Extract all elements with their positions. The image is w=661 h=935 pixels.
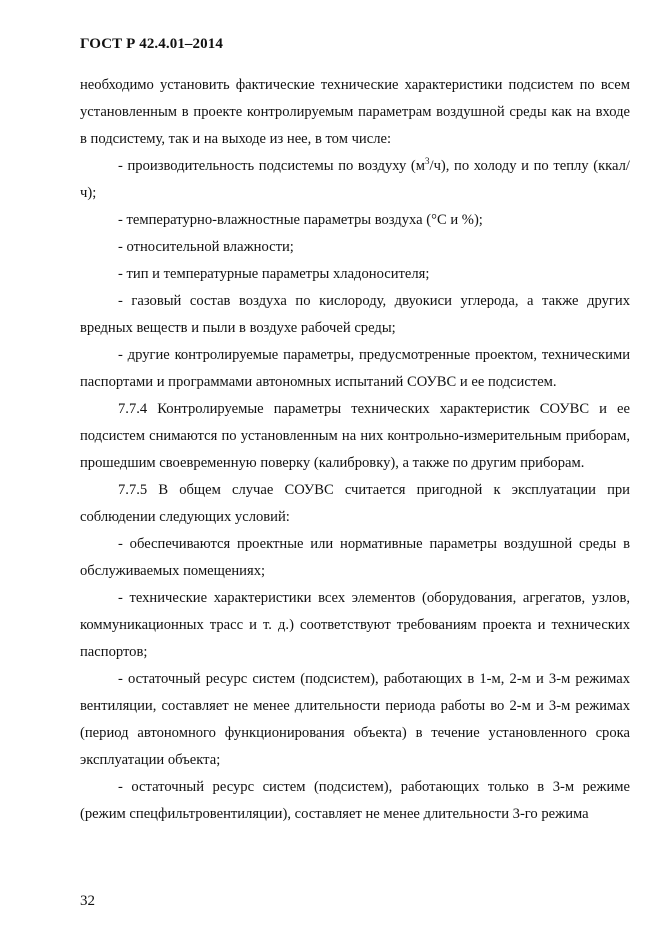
list-item-productivity xyxy=(80,153,630,207)
superscript-cubed: 3 xyxy=(425,156,430,167)
list-item-technical-characteristics: - технические характеристики всех элементов (оборудования, агрегатов, узлов, коммуникационных трасс и т. д.) соответствуют требованиям проекта и технических паспортов; xyxy=(80,590,630,660)
list-item-air-parameters: - обеспечиваются проектные или нормативные параметры воздушной среды в обслуживаемых помещениях; xyxy=(80,536,630,579)
body-text xyxy=(80,72,630,828)
list-item-temperature: - температурно-влажностные параметры воздуха (°С и %); xyxy=(118,212,483,228)
clause-7-7-5: 7.7.5 В общем случае СОУВС считается пригодной к эксплуатации при соблюдении следующих условий: xyxy=(80,482,630,525)
list-item-gas-composition: - газовый состав воздуха по кислороду, двуокиси углерода, а также других вредных веществ и пыли в воздухе рабочей среды; xyxy=(80,293,630,336)
list-item-coolant: - тип и температурные параметры хладоносителя; xyxy=(118,266,430,282)
document-header: ГОСТ Р 42.4.01–2014 xyxy=(80,36,223,52)
list-item-productivity-text: - производительность подсистемы по воздуху (м xyxy=(118,158,426,174)
clause-7-7-4: 7.7.4 Контролируемые параметры технических характеристик СОУВС и ее подсистем снимаются по установленным на них контрольно-измерительным приборам, прошедшим своевременную поверку (калибровку), а также по другим приборам. xyxy=(80,401,630,471)
paragraph-intro: необходимо установить фактические технические характеристики подсистем по всем установленным в проекте контролируемым параметрам воздушной среды как на входе в подсистему, так и на выходе из нее, в том числе: xyxy=(80,77,630,147)
list-item-residual-resource-modes: - остаточный ресурс систем (подсистем), работающих в 1-м, 2-м и 3-м режимах вентиляции, составляет не менее длительности периода работы во 2-м и 3-м режимах (период автономного функционирования объекта) в течение установленного срока эксплуатации объекта; xyxy=(80,671,630,768)
list-item-other-parameters: - другие контролируемые параметры, предусмотренные проектом, техническими паспортами и программами автономных испытаний СОУВС и ее подсистем. xyxy=(80,347,630,390)
list-item-humidity: - относительной влажности; xyxy=(118,239,294,255)
list-item-residual-resource-mode-3: - остаточный ресурс систем (подсистем), работающих только в 3-м режиме (режим спецфильтровентиляции), составляет не менее длительности 3-го режима xyxy=(80,779,630,822)
list-item-productivity-text-end: /ч), по холоду и по теплу (ккал/ч); xyxy=(80,158,630,201)
page-number: 32 xyxy=(80,893,95,909)
